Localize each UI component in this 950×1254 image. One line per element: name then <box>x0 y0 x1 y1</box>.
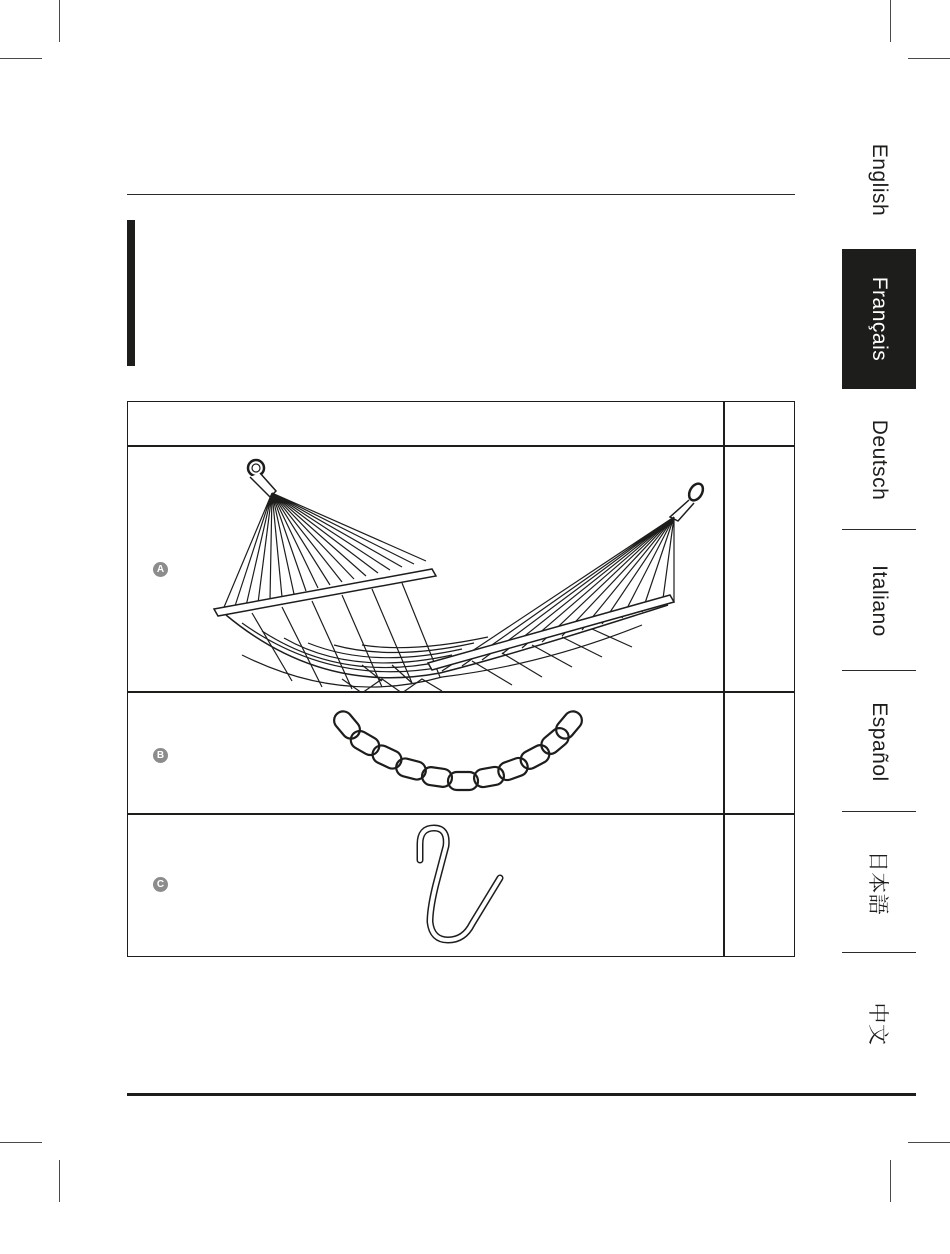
hammock-icon <box>212 455 712 691</box>
tab-japanese-label: 日本語 <box>866 850 889 916</box>
crop-mark <box>0 1142 42 1143</box>
tab-espanol-label: Español <box>868 702 891 782</box>
column-divider <box>723 402 725 956</box>
parts-table <box>127 401 795 957</box>
tab-espanol[interactable] <box>842 672 916 812</box>
crop-mark <box>890 0 891 42</box>
row-divider <box>128 445 794 447</box>
part-badge-b: B <box>153 748 168 763</box>
tab-divider <box>842 811 916 812</box>
tab-english[interactable] <box>842 110 916 250</box>
crop-mark <box>59 0 60 42</box>
row-divider <box>128 813 794 815</box>
part-badge-a: A <box>153 562 168 577</box>
crop-mark <box>908 58 950 59</box>
s-hook-icon <box>408 822 508 947</box>
tab-deutsch-label: Deutsch <box>868 419 891 501</box>
tab-chinese-label: 中文 <box>866 1002 889 1046</box>
footer-rule <box>127 1093 916 1096</box>
row-divider <box>128 691 794 693</box>
tab-divider <box>842 670 916 671</box>
tab-divider <box>842 952 916 953</box>
tab-japanese[interactable] <box>842 813 916 953</box>
tab-italiano[interactable] <box>842 531 916 671</box>
section-title-bar <box>127 220 135 366</box>
tab-francais-label: Français <box>868 276 891 362</box>
language-nav <box>842 110 916 1092</box>
tab-francais[interactable] <box>842 249 916 389</box>
tab-english-label: English <box>868 143 891 217</box>
chain-icon <box>328 710 588 806</box>
crop-mark <box>59 1160 60 1202</box>
tab-deutsch[interactable] <box>842 390 916 530</box>
tab-chinese[interactable] <box>842 954 916 1094</box>
crop-mark <box>908 1142 950 1143</box>
tab-divider <box>842 529 916 530</box>
part-badge-c: C <box>153 877 168 892</box>
tab-italiano-label: Italiano <box>868 565 891 637</box>
crop-mark <box>0 58 42 59</box>
crop-mark <box>890 1160 891 1202</box>
header-rule <box>127 194 795 195</box>
